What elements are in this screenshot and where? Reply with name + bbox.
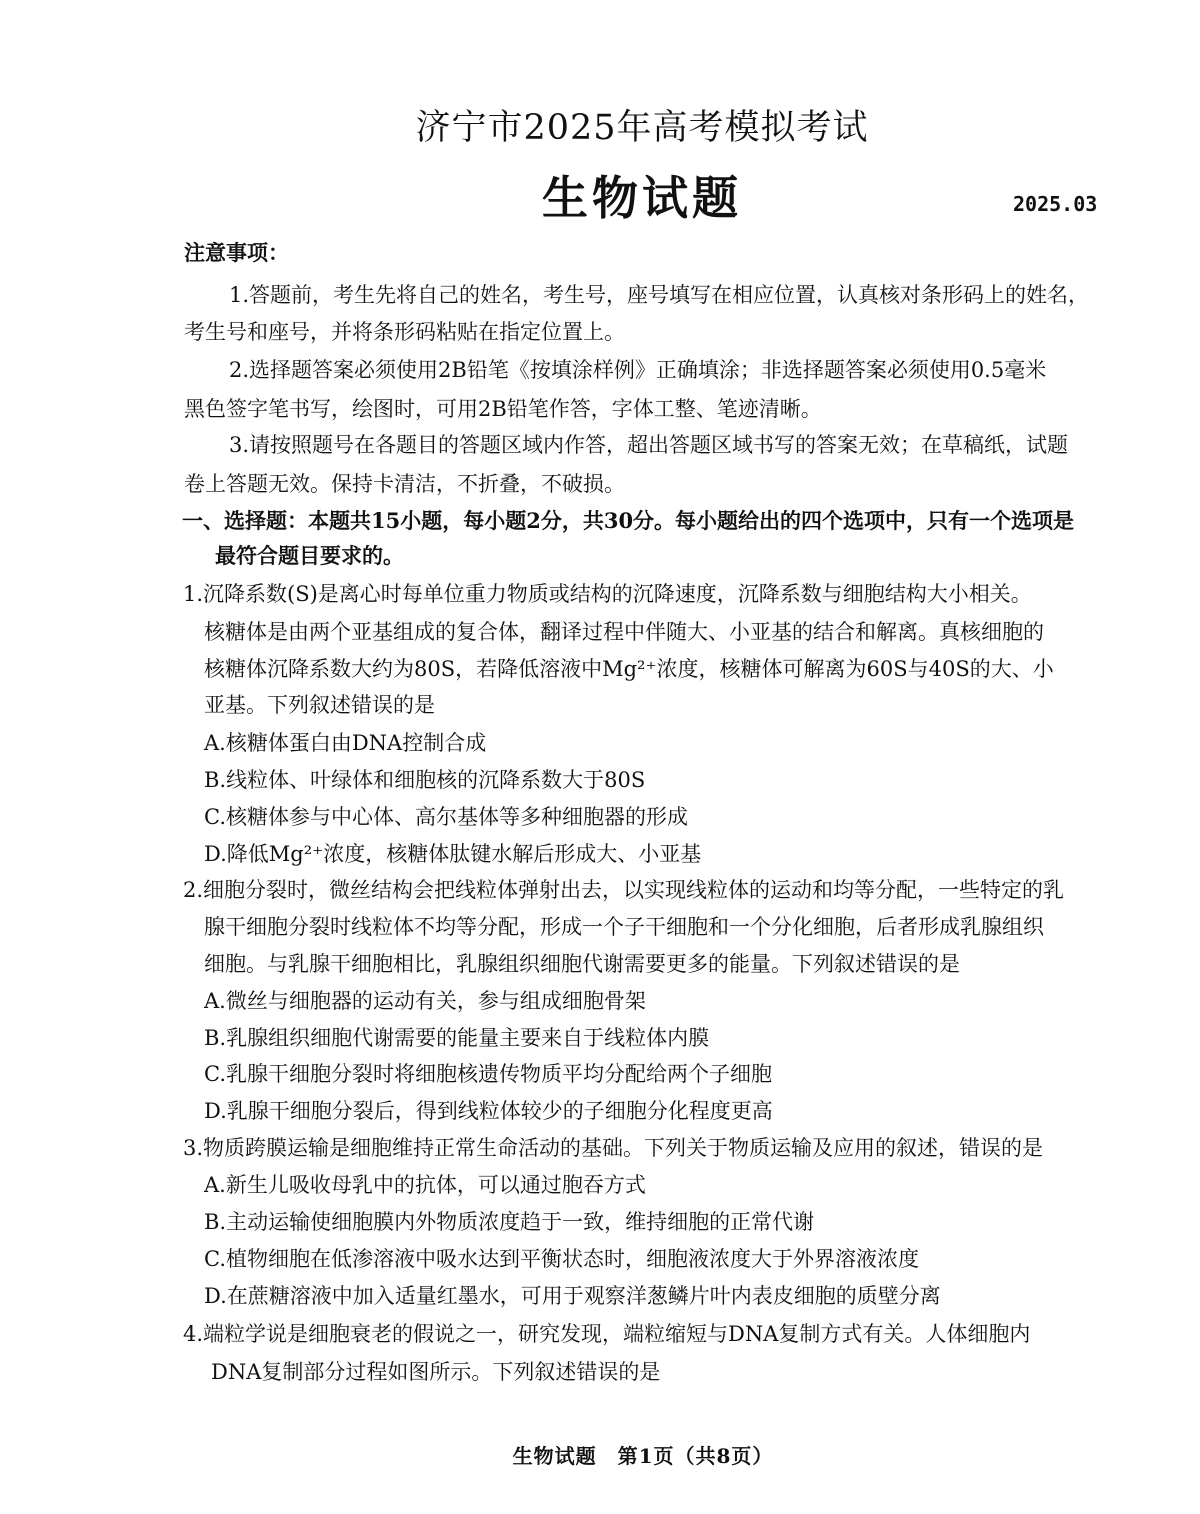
notice-2-line-2: 黑色签字笔书写，绘图时，可用2B铅笔作答，字体工整、笔迹清晰。 [184,397,822,421]
notice-1-line-2: 考生号和座号，并将条形码粘贴在指定位置上。 [184,320,625,344]
q3-option-b: B.主动运输使细胞膜内外物质浓度趋于一致，维持细胞的正常代谢 [204,1210,815,1234]
notice-3-line-2: 卷上答题无效。保持卡清洁，不折叠，不破损。 [184,472,625,496]
q2-option-c: C.乳腺干细胞分裂时将细胞核遗传物质平均分配给两个子细胞 [204,1062,772,1086]
q3-stem-line-1: 3.物质跨膜运输是细胞维持正常生命活动的基础。下列关于物质运输及应用的叙述，错误的是 [183,1136,1044,1160]
section-heading-line-1: 一、选择题：本题共15小题，每小题2分，共30分。每小题给出的四个选项中，只有一个选项是 [182,508,1075,533]
q1-stem-line-1: 1.沉降系数(S)是离心时每单位重力物质或结构的沉降速度，沉降系数与细胞结构大小相关。 [183,582,1032,606]
q1-option-a: A.核糖体蛋白由DNA控制合成 [204,731,487,755]
q3-option-d: D.在蔗糖溶液中加入适量红墨水，可用于观察洋葱鳞片叶内表皮细胞的质壁分离 [204,1284,941,1308]
subject-title: 生物试题 [542,171,742,225]
notice-3-line-1: 3.请按照题号在各题目的答题区域内作答，超出答题区域书写的答案无效；在草稿纸，试题 [229,433,1069,457]
section-heading-line-2: 最符合题目要求的。 [215,543,404,568]
q2-option-d: D.乳腺干细胞分裂后，得到线粒体较少的子细胞分化程度更高 [204,1099,773,1123]
exam-title: 济宁市2025年高考模拟考试 [415,108,869,148]
q4-stem-line-1: 4.端粒学说是细胞衰老的假说之一，研究发现，端粒缩短与DNA复制方式有关。人体细胞内 [183,1322,1031,1346]
notice-2-line-1: 2.选择题答案必须使用2B铅笔《按填涂样例》正确填涂；非选择题答案必须使用0.5毫米 [229,358,1047,382]
q2-stem-line-3: 细胞。与乳腺干细胞相比，乳腺组织细胞代谢需要更多的能量。下列叙述错误的是 [204,952,960,976]
q1-stem-line-2: 核糖体是由两个亚基组成的复合体，翻译过程中伴随大、小亚基的结合和解离。真核细胞的 [204,620,1044,644]
q2-stem-line-1: 2.细胞分裂时，微丝结构会把线粒体弹射出去，以实现线粒体的运动和均等分配，一些特定的乳 [183,878,1065,902]
notice-1-line-1: 1.答题前，考生先将自己的姓名，考生号，座号填写在相应位置，认真核对条形码上的姓名， [229,283,1090,307]
notice-heading: 注意事项： [184,240,289,265]
exam-date: 2025.03 [1013,192,1098,216]
q2-option-b: B.乳腺组织细胞代谢需要的能量主要来自于线粒体内膜 [204,1026,710,1050]
q1-stem-line-4: 亚基。下列叙述错误的是 [204,693,435,717]
q2-stem-line-2: 腺干细胞分裂时线粒体不均等分配，形成一个子干细胞和一个分化细胞，后者形成乳腺组织 [204,915,1044,939]
q1-stem-line-3: 核糖体沉降系数大约为80S，若降低溶液中Mg²⁺浓度，核糖体可解离为60S与40S的大、小 [204,657,1054,681]
q3-option-a: A.新生儿吸收母乳中的抗体，可以通过胞吞方式 [204,1173,646,1197]
q3-option-c: C.植物细胞在低渗溶液中吸水达到平衡状态时，细胞液浓度大于外界溶液浓度 [204,1247,919,1271]
q1-option-b: B.线粒体、叶绿体和细胞核的沉降系数大于80S [204,768,646,792]
q4-stem-line-2: DNA复制部分过程如图所示。下列叙述错误的是 [211,1360,661,1384]
q1-option-c: C.核糖体参与中心体、高尔基体等多种细胞器的形成 [204,805,688,829]
q2-option-a: A.微丝与细胞器的运动有关，参与组成细胞骨架 [204,989,646,1013]
q1-option-d: D.降低Mg²⁺浓度，核糖体肽键水解后形成大、小亚基 [204,842,702,866]
page-footer: 生物试题 第1页（共8页） [512,1444,774,1468]
